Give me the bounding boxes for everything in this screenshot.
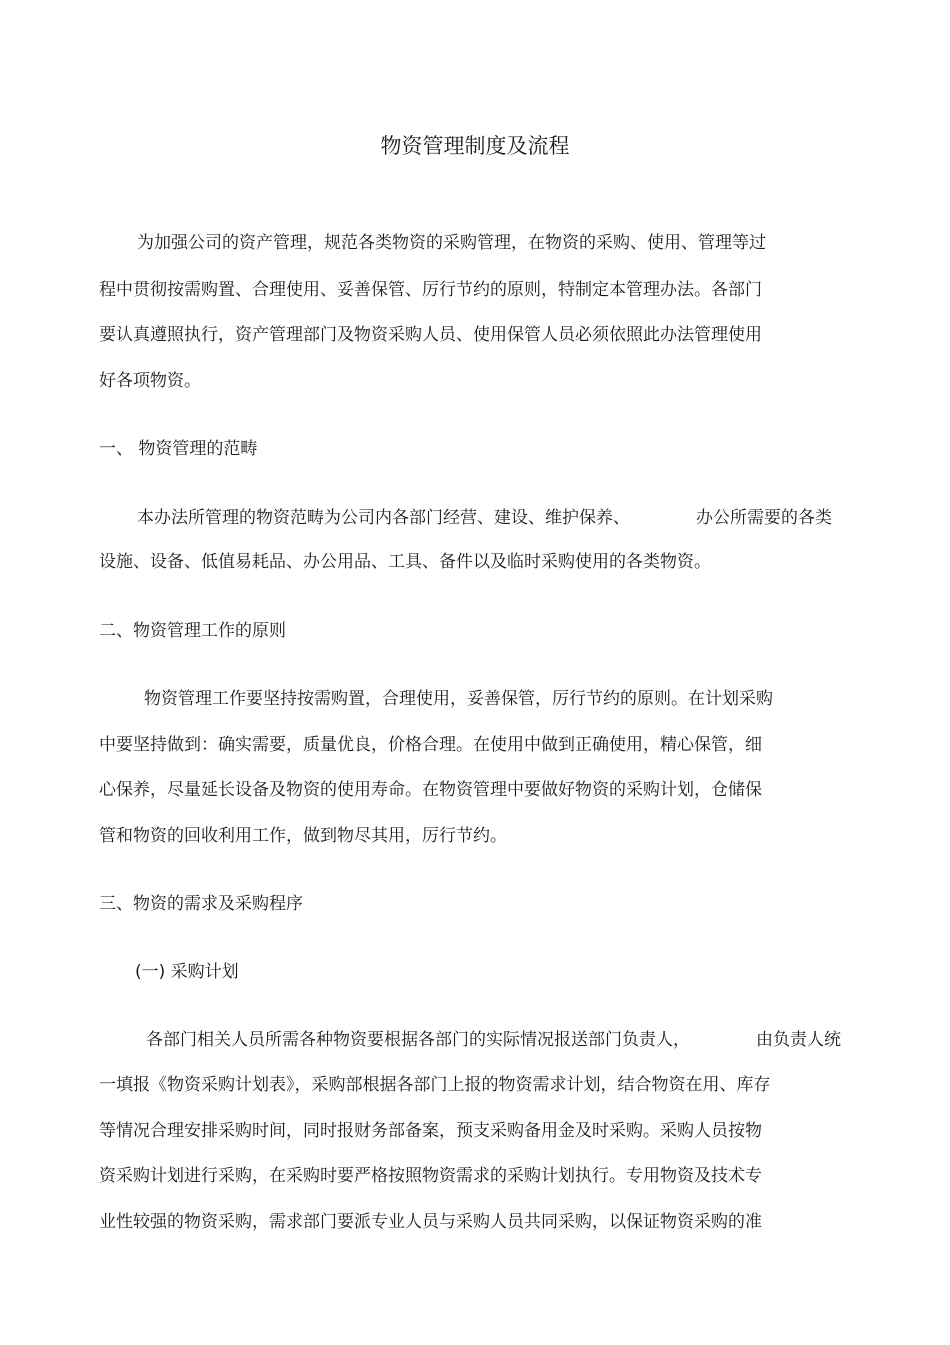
section2-line-1: 物资管理工作要坚持按需购置，合理使用，妥善保管，厉行节约的原则。在计划采购	[144, 689, 773, 709]
section2-line-2: 中要坚持做到：确实需要，质量优良，价格合理。在使用中做到正确使用，精心保管，细	[99, 735, 762, 755]
section3-line-3: 等情况合理安排采购时间，同时报财务部备案，预支采购备用金及时采购。采购人员按物	[99, 1121, 762, 1141]
section3-heading: 三、物资的需求及采购程序	[99, 894, 303, 914]
section3-line-4: 资采购计划进行采购，在采购时要严格按照物资需求的采购计划执行。专用物资及技术专	[99, 1166, 762, 1186]
intro-line-3: 要认真遵照执行，资产管理部门及物资采购人员、使用保管人员必须依照此办法管理使用	[99, 325, 762, 345]
section3-line-1b: 由负责人统	[756, 1030, 841, 1050]
section2-heading: 二、物资管理工作的原则	[99, 621, 286, 641]
section1-line-1b: 办公所需要的各类	[696, 508, 832, 528]
section3-subheading: (一) 采购计划	[135, 962, 239, 982]
section3-line-1a: 各部门相关人员所需各种物资要根据各部门的实际情况报送部门负责人，	[146, 1030, 690, 1050]
intro-line-4: 好各项物资。	[99, 371, 201, 391]
section3-line-2: 一填报《物资采购计划表》，采购部根据各部门上报的物资需求计划，结合物资在用、库存	[99, 1075, 771, 1095]
section1-line-2: 设施、设备、低值易耗品、办公用品、工具、备件以及临时采购使用的各类物资。	[99, 552, 711, 572]
section2-line-3: 心保养，尽量延长设备及物资的使用寿命。在物资管理中要做好物资的采购计划，仓储保	[99, 780, 762, 800]
section2-line-4: 管和物资的回收利用工作，做到物尽其用，厉行节约。	[99, 826, 507, 846]
intro-line-1: 为加强公司的资产管理，规范各类物资的采购管理，在物资的采购、使用、管理等过	[137, 233, 766, 253]
document-title: 物资管理制度及流程	[380, 134, 570, 158]
section1-line-1a: 本办法所管理的物资范畴为公司内各部门经营、建设、维护保养、	[137, 508, 630, 528]
intro-line-2: 程中贯彻按需购置、合理使用、妥善保管、厉行节约的原则，特制定本管理办法。各部门	[99, 280, 762, 300]
section3-line-5: 业性较强的物资采购，需求部门要派专业人员与采购人员共同采购，以保证物资采购的准	[99, 1212, 762, 1232]
section1-heading: 一、 物资管理的范畴	[99, 439, 258, 459]
